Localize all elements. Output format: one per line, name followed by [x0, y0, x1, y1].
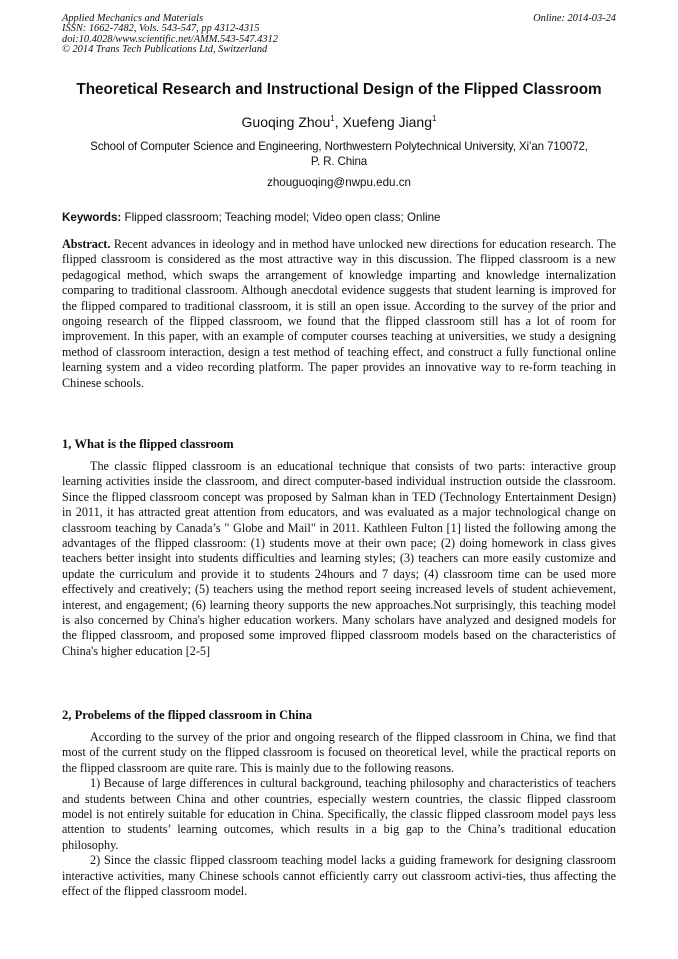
section-heading: 2, Probelems of the flipped classroom in China [62, 708, 313, 722]
journal-copyright: © 2014 Trans Tech Publications Ltd, Switzerland [62, 44, 268, 56]
author-name: Xuefeng Jiang [342, 114, 433, 130]
abstract-label: Abstract. [62, 237, 111, 251]
affiliation-mark: 1 [432, 114, 437, 123]
journal-header [62, 14, 616, 56]
affiliation-mark: 1 [330, 114, 335, 123]
keywords-label: Keywords: [62, 211, 122, 224]
journal-name: Applied Mechanics and Materials [62, 13, 204, 24]
section-heading: 1, What is the flipped classroom [62, 437, 234, 451]
author-name: Guoqing Zhou [241, 114, 331, 130]
keywords [62, 210, 616, 225]
paragraph: According to the survey of the prior and ongoing research of the flipped classroom in China, we find that most of the current study on the flipped classroom is focused on theoretical level, while the practical reports on the flipped classroom are quite rare. This is mainly due to the following reasons. [62, 730, 616, 775]
journal-issn: ISSN: 1662-7482, Vols. 543-547, pp 4312-4315 [62, 23, 260, 35]
keywords-text: Flipped classroom; Teaching model; Video open class; Online [121, 211, 441, 224]
author-list [62, 113, 616, 131]
affiliation-line: School of Computer Science and Engineering, Northwestern Polytechnical University, Xi’an 710072, [90, 140, 588, 153]
journal-doi: doi:10.4028/www.scientific.net/AMM.543-547.4312 [62, 33, 278, 45]
affiliation-line: P. R. China [310, 155, 368, 168]
paper-title: Theoretical Research and Instructional Design of the Flipped Classroom [76, 81, 602, 98]
author-email: zhouguoqing@nwpu.edu.cn [267, 176, 411, 189]
paragraph: 2) Since the classic flipped classroom teaching model lacks a guiding framework for designing classroom interactive activities, many Chinese schools cannot efficiently carry out classroom activi-ties, thus affecting the effect of the flipped classroom model. [62, 853, 616, 899]
abstract [62, 237, 616, 391]
section-body [62, 730, 616, 899]
online-date: Online: 2014-03-24 [533, 13, 616, 24]
paragraph: The classic flipped classroom is an educational technique that consists of two parts: interactive group learning activities inside the classroom, and direct computer-based individual instruction outside the classroom. Since the flipped classroom concept was proposed by Salman khan in TED (Technology Entertainment Design) in 2011, it has attracted great attention from educators, and was evaluated as a major technological change on classroom teaching by Canada’s " Globe and Mail" in 2011. Kathleen Fulton [1] listed the following among the advantages of the flipped classroom: (1) students move at their own pace; (2) doing homework in class gives teachers better insight into students difficulties and learning styles; (3) teachers can more easily customize and update the curriculum and provide it to students 24hours and 7 days; (4) classroom time can be used more effectively and creatively; (5) teachers using the method report seeing increased levels of student achievement, interest, and engagement; (6) learning theory supports the new approaches.Not surprisingly, this teaching model is also concerned by China's higher education workers. Many scholars have analyzed and designed models for the flipped classroom, and proposed some improved flipped classroom models based on the characteristics of China's higher education [2-5] [62, 459, 616, 658]
abstract-text: Recent advances in ideology and in method have unlocked new directions for education research. The flipped classroom is considered as the most attractive way in this discussion. The flipped classroom is a new pedagogical method, which swaps the arrangement of knowledge imparting and knowledge internalization comparing to traditional classroom. Although anecdotal evidence suggests that student learning is improved for the flipped compared to traditional classroom, it is still an open issue. According to the survey of the prior and ongoing research of the flipped classroom, we found that the flipped classroom still has a lot of room for improvement. In this paper, with an example of computer courses teaching at universities, we study a designing method of classroom interaction, design a test method of teaching effect, and construct a fully functional online learning system and a video recording platform. The paper provides an innovative way to re-form teaching in Chinese schools. [62, 237, 616, 390]
affiliation [62, 139, 616, 169]
author-separator: , [334, 114, 343, 130]
paragraph: 1) Because of large differences in cultural background, teaching philosophy and characteristics of teachers and students between China and other countries, especially western countries, the classic flipped classroom model is not entirely suitable for education in China. Specifically, the classic flipped classroom model pays less attention to students’ learning outcomes, which results in a big gap to the China’s traditional education philosophy. [62, 776, 616, 852]
section-body [62, 459, 616, 659]
